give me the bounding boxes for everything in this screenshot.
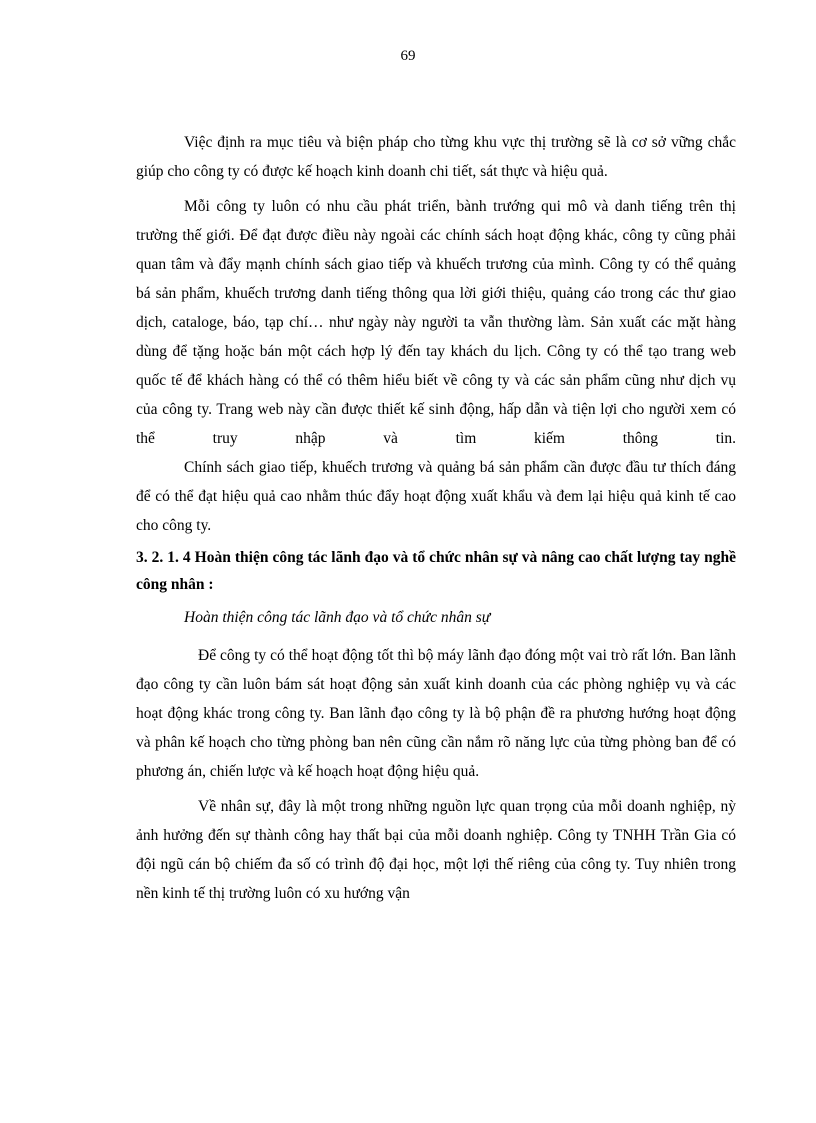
paragraph-promotion-policy: Mỗi công ty luôn có nhu cầu phát triển, bành trướng qui mô và danh tiếng trên thị trường thế giới. Để đạt được điều này ngoài các chính sách hoạt động khác, công ty cũng phải quan tâm và đẩy mạnh chính sách giao tiếp và khuếch trương của mình. Công ty có thể quảng bá sản phẩm, khuếch trương danh tiếng thông qua lời giới thiệu, quảng cáo trong các thư giao dịch, cataloge, báo, tạp chí… như ngày này người ta vẫn thường làm. Sản xuất các mặt hàng dùng để tặng hoặc bán một cách hợp lý đến tay khách du lịch. Công ty có thể tạo trang web quốc tế để khách hàng có thể có thêm hiểu biết về công ty và các sản phẩm cũng như dịch vụ của công ty. Trang web này cần được thiết kế sinh động, hấp dẫn và tiện lợi cho người xem có thể truy nhập và tìm kiếm thông tin.: [136, 198, 736, 447]
page-number: 69: [400, 48, 416, 64]
section-subheading: Hoàn thiện công tác lãnh đạo và tổ chức nhân sự: [184, 609, 491, 626]
section-heading: 3. 2. 1. 4 Hoàn thiện công tác lãnh đạo và tổ chức nhân sự và nâng cao chất lượng tay nghề công nhân :: [136, 549, 736, 593]
page-content: [136, 128, 736, 908]
paragraph-leadership: Để công ty có thể hoạt động tốt thì bộ máy lãnh đạo đóng một vai trò rất lớn. Ban lãnh đạo công ty cần luôn bám sát hoạt động sản xuất kinh doanh của các phòng nghiệp vụ và các hoạt động khác trong công ty. Ban lãnh đạo công ty là bộ phận đề ra phương hướng hoạt động và phân kế hoạch cho từng phòng ban nên cũng cần nắm rõ năng lực của từng phòng ban để có phương án, chiến lược và kế hoạch hoạt động hiệu quả.: [136, 647, 736, 780]
paragraph-market-targets: Việc định ra mục tiêu và biện pháp cho từng khu vực thị trường sẽ là cơ sở vững chắc giúp cho công ty có được kế hoạch kinh doanh chi tiết, sát thực và hiệu quả.: [136, 134, 736, 180]
paragraph-human-resources: Về nhân sự, đây là một trong những nguồn lực quan trọng của mỗi doanh nghiệp, nỳ ảnh hưởng đến sự thành công hay thất bại của mỗi doanh nghiệp. Công ty TNHH Trần Gia có đội ngũ cán bộ chiếm đa số có trình độ đại học, một lợi thế riêng của công ty. Tuy nhiên trong nền kinh tế thị trường luôn có xu hướng vận: [136, 798, 736, 902]
paragraph-promotion-investment: Chính sách giao tiếp, khuếch trương và quảng bá sản phẩm cần được đầu tư thích đáng để có thể đạt hiệu quả cao nhằm thúc đẩy hoạt động xuất khẩu và đem lại hiệu quả kinh tế cao cho công ty.: [136, 459, 736, 534]
